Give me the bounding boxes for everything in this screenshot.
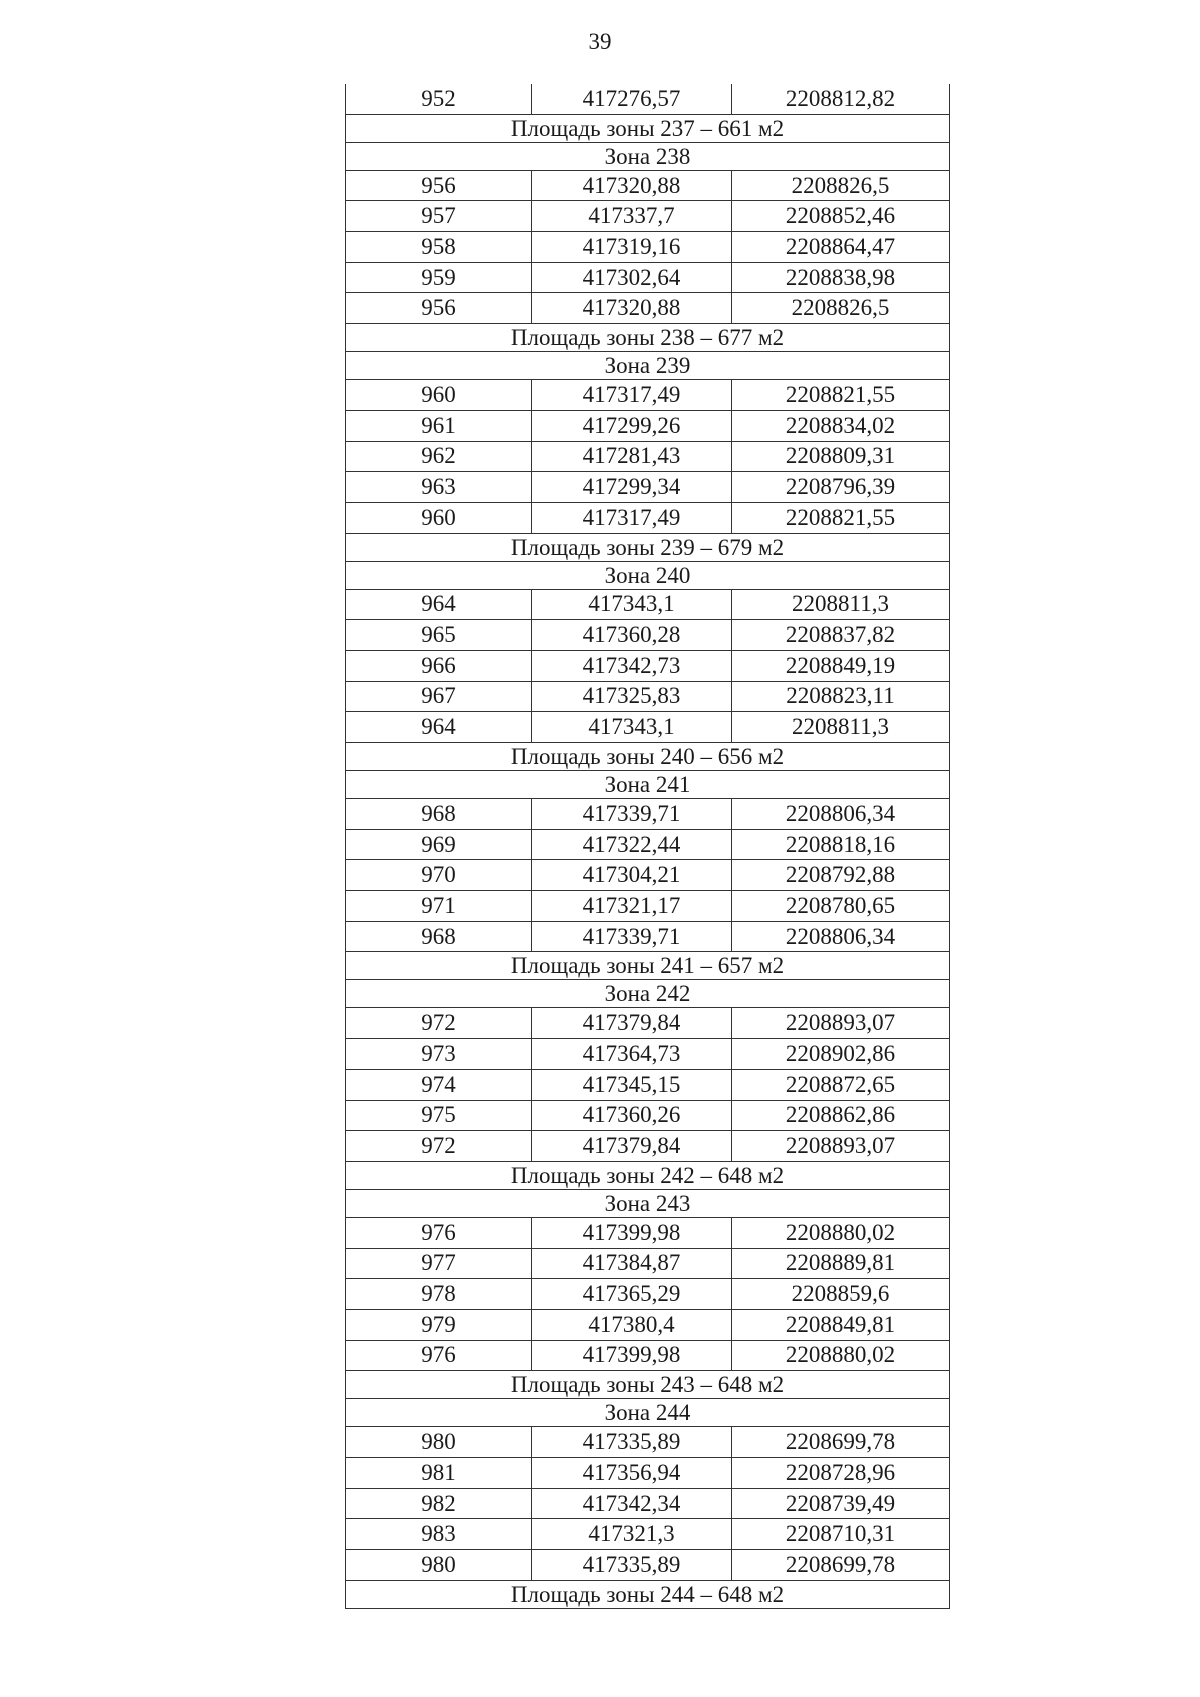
point-row	[346, 1279, 950, 1310]
point-row	[346, 1069, 950, 1100]
point-row	[346, 472, 950, 503]
x-coordinate-cell: 417339,71	[532, 799, 732, 830]
y-coordinate-cell: 2208849,81	[732, 1309, 950, 1340]
point-row	[346, 1458, 950, 1489]
point-number-cell: 967	[346, 681, 532, 712]
zone-area-text: Площадь зоны 241 – 657 м2	[346, 952, 950, 980]
point-row	[346, 829, 950, 860]
x-coordinate-cell: 417343,1	[532, 712, 732, 743]
table-body	[346, 84, 950, 1608]
y-coordinate-cell: 2208806,34	[732, 921, 950, 952]
point-number-cell: 957	[346, 201, 532, 232]
point-number-cell: 959	[346, 262, 532, 293]
point-row	[346, 712, 950, 743]
x-coordinate-cell: 417343,1	[532, 589, 732, 620]
zone-header-row	[346, 142, 950, 170]
point-number-cell: 976	[346, 1217, 532, 1248]
point-number-cell: 963	[346, 472, 532, 503]
y-coordinate-cell: 2208826,5	[732, 293, 950, 324]
point-number-cell: 978	[346, 1279, 532, 1310]
x-coordinate-cell: 417317,49	[532, 380, 732, 411]
y-coordinate-cell: 2208889,81	[732, 1248, 950, 1279]
x-coordinate-cell: 417399,98	[532, 1217, 732, 1248]
point-row	[346, 1488, 950, 1519]
point-row	[346, 502, 950, 533]
y-coordinate-cell: 2208812,82	[732, 84, 950, 114]
y-coordinate-cell: 2208893,07	[732, 1008, 950, 1039]
point-number-cell: 977	[346, 1248, 532, 1279]
zone-header-row	[346, 352, 950, 380]
point-number-cell: 968	[346, 799, 532, 830]
point-number-cell: 981	[346, 1458, 532, 1489]
point-number-cell: 958	[346, 232, 532, 263]
point-row	[346, 262, 950, 293]
y-coordinate-cell: 2208880,02	[732, 1217, 950, 1248]
point-row	[346, 1217, 950, 1248]
y-coordinate-cell: 2208834,02	[732, 410, 950, 441]
point-number-cell: 969	[346, 829, 532, 860]
y-coordinate-cell: 2208821,55	[732, 502, 950, 533]
zone-area-text: Площадь зоны 238 – 677 м2	[346, 324, 950, 352]
zone-area-text: Площадь зоны 239 – 679 м2	[346, 533, 950, 561]
y-coordinate-cell: 2208902,86	[732, 1039, 950, 1070]
y-coordinate-cell: 2208728,96	[732, 1458, 950, 1489]
x-coordinate-cell: 417276,57	[532, 84, 732, 114]
y-coordinate-cell: 2208893,07	[732, 1131, 950, 1162]
point-row	[346, 1427, 950, 1458]
zone-title: Зона 244	[346, 1399, 950, 1427]
y-coordinate-cell: 2208699,78	[732, 1427, 950, 1458]
point-row	[346, 799, 950, 830]
point-row	[346, 84, 950, 114]
x-coordinate-cell: 417335,89	[532, 1427, 732, 1458]
point-row	[346, 650, 950, 681]
point-number-cell: 960	[346, 502, 532, 533]
point-number-cell: 973	[346, 1039, 532, 1070]
y-coordinate-cell: 2208809,31	[732, 441, 950, 472]
y-coordinate-cell: 2208862,86	[732, 1100, 950, 1131]
x-coordinate-cell: 417345,15	[532, 1069, 732, 1100]
x-coordinate-cell: 417337,7	[532, 201, 732, 232]
point-row	[346, 1039, 950, 1070]
x-coordinate-cell: 417356,94	[532, 1458, 732, 1489]
zone-coordinates-table	[345, 84, 950, 1609]
point-row	[346, 681, 950, 712]
point-number-cell: 962	[346, 441, 532, 472]
point-number-cell: 982	[346, 1488, 532, 1519]
x-coordinate-cell: 417379,84	[532, 1131, 732, 1162]
zone-title: Зона 238	[346, 142, 950, 170]
x-coordinate-cell: 417319,16	[532, 232, 732, 263]
y-coordinate-cell: 2208821,55	[732, 380, 950, 411]
point-row	[346, 293, 950, 324]
point-row	[346, 201, 950, 232]
point-row	[346, 1248, 950, 1279]
point-number-cell: 968	[346, 921, 532, 952]
x-coordinate-cell: 417325,83	[532, 681, 732, 712]
x-coordinate-cell: 417380,4	[532, 1309, 732, 1340]
y-coordinate-cell: 2208823,11	[732, 681, 950, 712]
zone-title: Зона 242	[346, 980, 950, 1008]
zone-area-row	[346, 324, 950, 352]
y-coordinate-cell: 2208849,19	[732, 650, 950, 681]
point-row	[346, 441, 950, 472]
zone-area-text: Площадь зоны 237 – 661 м2	[346, 114, 950, 142]
y-coordinate-cell: 2208837,82	[732, 620, 950, 651]
y-coordinate-cell: 2208859,6	[732, 1279, 950, 1310]
point-number-cell: 975	[346, 1100, 532, 1131]
point-number-cell: 970	[346, 860, 532, 891]
y-coordinate-cell: 2208699,78	[732, 1550, 950, 1581]
zone-title: Зона 243	[346, 1189, 950, 1217]
x-coordinate-cell: 417360,28	[532, 620, 732, 651]
zone-header-row	[346, 1399, 950, 1427]
y-coordinate-cell: 2208806,34	[732, 799, 950, 830]
zone-title: Зона 241	[346, 771, 950, 799]
zone-header-row	[346, 561, 950, 589]
x-coordinate-cell: 417320,88	[532, 293, 732, 324]
point-row	[346, 170, 950, 201]
point-number-cell: 960	[346, 380, 532, 411]
point-row	[346, 1340, 950, 1371]
point-number-cell: 976	[346, 1340, 532, 1371]
point-row	[346, 1519, 950, 1550]
point-number-cell: 980	[346, 1427, 532, 1458]
point-number-cell: 980	[346, 1550, 532, 1581]
zone-area-text: Площадь зоны 243 – 648 м2	[346, 1371, 950, 1399]
point-number-cell: 961	[346, 410, 532, 441]
zone-area-row	[346, 1371, 950, 1399]
y-coordinate-cell: 2208780,65	[732, 891, 950, 922]
y-coordinate-cell: 2208739,49	[732, 1488, 950, 1519]
y-coordinate-cell: 2208792,88	[732, 860, 950, 891]
point-number-cell: 965	[346, 620, 532, 651]
y-coordinate-cell: 2208880,02	[732, 1340, 950, 1371]
x-coordinate-cell: 417321,3	[532, 1519, 732, 1550]
x-coordinate-cell: 417281,43	[532, 441, 732, 472]
point-row	[346, 921, 950, 952]
x-coordinate-cell: 417379,84	[532, 1008, 732, 1039]
point-number-cell: 979	[346, 1309, 532, 1340]
x-coordinate-cell: 417399,98	[532, 1340, 732, 1371]
y-coordinate-cell: 2208852,46	[732, 201, 950, 232]
zone-area-row	[346, 1161, 950, 1189]
point-row	[346, 860, 950, 891]
y-coordinate-cell: 2208710,31	[732, 1519, 950, 1550]
x-coordinate-cell: 417321,17	[532, 891, 732, 922]
point-row	[346, 1309, 950, 1340]
zone-area-text: Площадь зоны 244 – 648 м2	[346, 1580, 950, 1608]
zone-area-row	[346, 533, 950, 561]
y-coordinate-cell: 2208811,3	[732, 589, 950, 620]
zone-title: Зона 240	[346, 561, 950, 589]
point-number-cell: 972	[346, 1131, 532, 1162]
point-row	[346, 589, 950, 620]
x-coordinate-cell: 417335,89	[532, 1550, 732, 1581]
point-row	[346, 410, 950, 441]
x-coordinate-cell: 417342,34	[532, 1488, 732, 1519]
y-coordinate-cell: 2208838,98	[732, 262, 950, 293]
point-number-cell: 983	[346, 1519, 532, 1550]
zone-area-row	[346, 114, 950, 142]
point-row	[346, 380, 950, 411]
x-coordinate-cell: 417365,29	[532, 1279, 732, 1310]
zone-area-text: Площадь зоны 240 – 656 м2	[346, 743, 950, 771]
point-row	[346, 1131, 950, 1162]
x-coordinate-cell: 417339,71	[532, 921, 732, 952]
y-coordinate-cell: 2208872,65	[732, 1069, 950, 1100]
zone-area-row	[346, 952, 950, 980]
x-coordinate-cell: 417342,73	[532, 650, 732, 681]
point-row	[346, 232, 950, 263]
point-number-cell: 956	[346, 293, 532, 324]
point-row	[346, 620, 950, 651]
point-number-cell: 964	[346, 712, 532, 743]
point-number-cell: 966	[346, 650, 532, 681]
point-row	[346, 891, 950, 922]
page-number: 39	[588, 29, 612, 54]
point-row	[346, 1550, 950, 1581]
point-number-cell: 974	[346, 1069, 532, 1100]
point-number-cell: 972	[346, 1008, 532, 1039]
y-coordinate-cell: 2208818,16	[732, 829, 950, 860]
x-coordinate-cell: 417302,64	[532, 262, 732, 293]
x-coordinate-cell: 417320,88	[532, 170, 732, 201]
point-number-cell: 952	[346, 84, 532, 114]
y-coordinate-cell: 2208826,5	[732, 170, 950, 201]
zone-area-text: Площадь зоны 242 – 648 м2	[346, 1161, 950, 1189]
x-coordinate-cell: 417317,49	[532, 502, 732, 533]
zone-title: Зона 239	[346, 352, 950, 380]
point-number-cell: 956	[346, 170, 532, 201]
y-coordinate-cell: 2208864,47	[732, 232, 950, 263]
point-number-cell: 964	[346, 589, 532, 620]
point-row	[346, 1008, 950, 1039]
zone-header-row	[346, 980, 950, 1008]
zone-header-row	[346, 1189, 950, 1217]
x-coordinate-cell: 417364,73	[532, 1039, 732, 1070]
x-coordinate-cell: 417384,87	[532, 1248, 732, 1279]
x-coordinate-cell: 417322,44	[532, 829, 732, 860]
y-coordinate-cell: 2208811,3	[732, 712, 950, 743]
x-coordinate-cell: 417360,26	[532, 1100, 732, 1131]
point-number-cell: 971	[346, 891, 532, 922]
point-row	[346, 1100, 950, 1131]
x-coordinate-cell: 417299,34	[532, 472, 732, 503]
zone-area-row	[346, 1580, 950, 1608]
zone-header-row	[346, 771, 950, 799]
x-coordinate-cell: 417304,21	[532, 860, 732, 891]
y-coordinate-cell: 2208796,39	[732, 472, 950, 503]
zone-area-row	[346, 743, 950, 771]
x-coordinate-cell: 417299,26	[532, 410, 732, 441]
